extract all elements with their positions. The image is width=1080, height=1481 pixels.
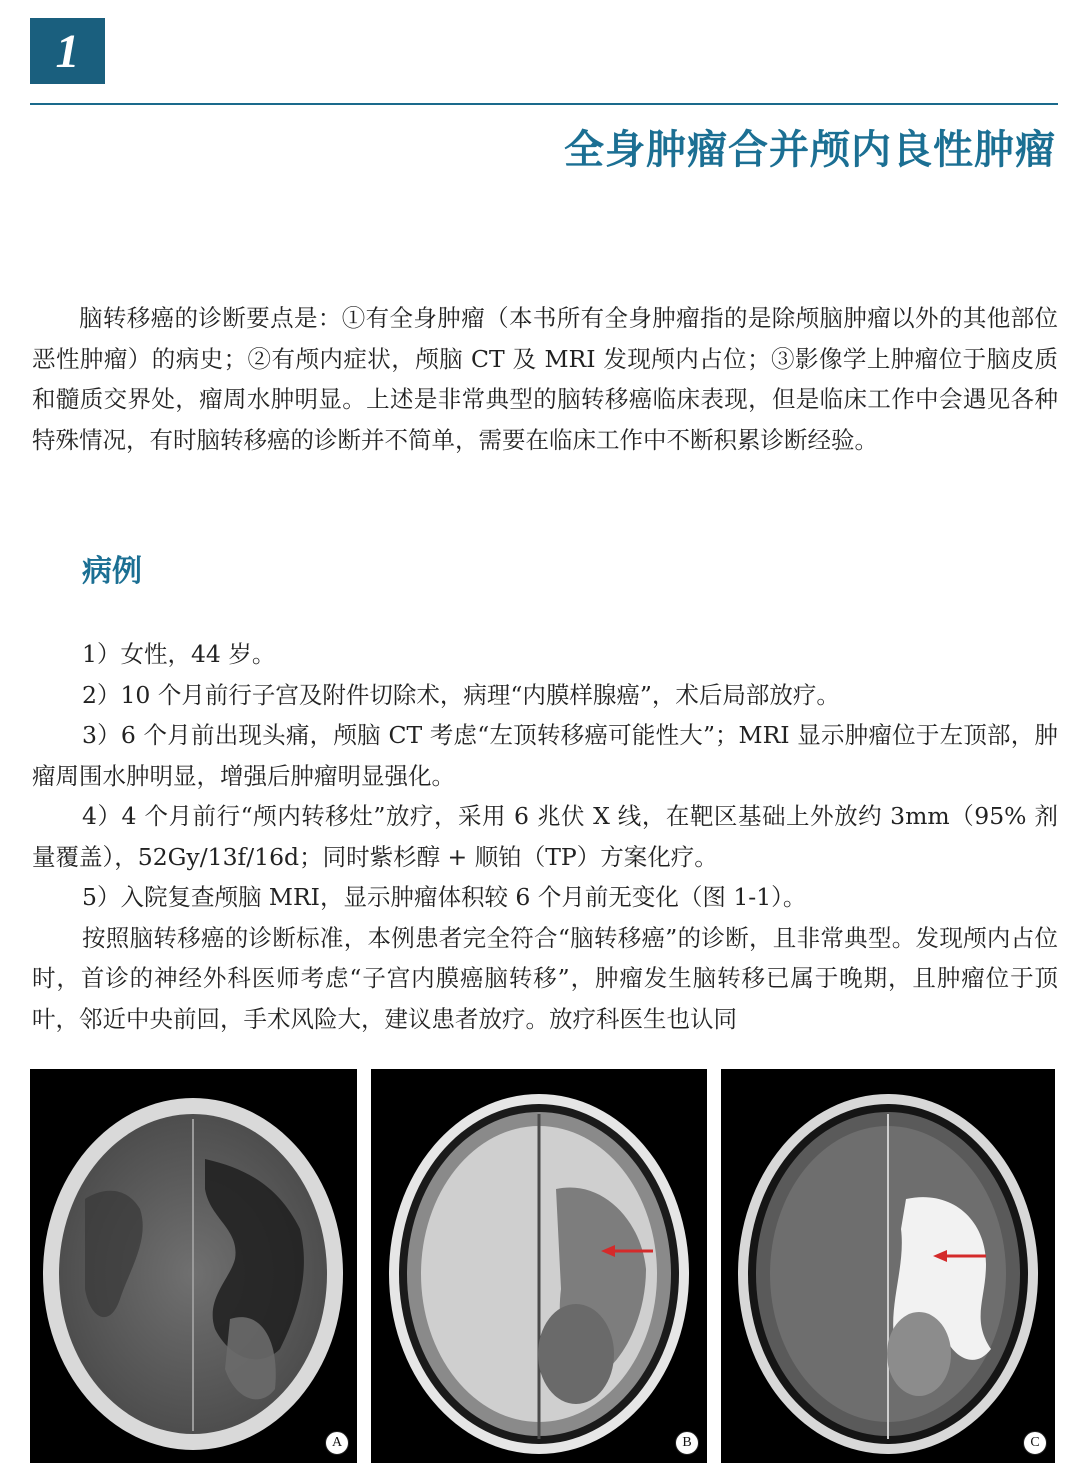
mri-t2-image: [721, 1069, 1055, 1463]
panel-label-a: A: [325, 1431, 349, 1455]
header-rule: [30, 103, 1058, 105]
chapter-number-badge: 1: [30, 18, 105, 84]
case-item: 4）4 个月前行“颅内转移灶”放疗，采用 6 兆伏 X 线，在靶区基础上外放约 3mm（95% 剂量覆盖），52Gy/13f/16d；同时紫杉醇 + 顺铂（TP）方案化疗。: [32, 802, 1058, 871]
case-item: 1）女性，44 岁。: [82, 640, 276, 668]
panel-label-b: B: [675, 1431, 699, 1455]
figure-panel-a-ct: [30, 1069, 357, 1463]
ct-scan-image: [30, 1069, 357, 1463]
figure-panel-c-mri: [721, 1069, 1055, 1463]
panel-label-c: C: [1023, 1431, 1047, 1455]
intro-paragraph: 脑转移癌的诊断要点是：①有全身肿瘤（本书所有全身肿瘤指的是除颅脑肿瘤以外的其他部位恶性肿瘤）的病史；②有颅内症状，颅脑 CT 及 MRI 发现颅内占位；③影像学上肿瘤位于脑皮质和髓质交界处，瘤周水肿明显。上述是非常典型的脑转移癌临床表现，但是临床工作中会遇见各种特殊情况，有时脑转移癌的诊断并不简单，需要在临床工作中不断积累诊断经验。: [32, 304, 1058, 454]
chapter-title: 全身肿瘤合并颅内良性肿瘤: [564, 127, 1056, 173]
case-item: 3）6 个月前出现头痛，颅脑 CT 考虑“左顶转移癌可能性大”；MRI 显示肿瘤位于左顶部，肿瘤周围水肿明显，增强后肿瘤明显强化。: [32, 721, 1058, 790]
discussion-paragraph: 按照脑转移癌的诊断标准，本例患者完全符合“脑转移癌”的诊断，且非常典型。发现颅内占位时，首诊的神经外科医师考虑“子宫内膜癌脑转移”，肿瘤发生脑转移已属于晚期，且肿瘤位于顶叶，邻近中央前回，手术风险大，建议患者放疗。放疗科医生也认同: [32, 923, 1058, 1033]
section-heading: 病例: [82, 554, 142, 589]
case-list: [32, 634, 1058, 1039]
case-item: 2）10 个月前行子宫及附件切除术，病理“内膜样腺癌”，术后局部放疗。: [82, 680, 840, 709]
figure-panel-b-mri: [371, 1069, 707, 1463]
case-item: 5）入院复查颅脑 MRI，显示肿瘤体积较 6 个月前无变化（图 1-1）。: [82, 883, 807, 911]
mri-t1-image: [371, 1069, 707, 1463]
